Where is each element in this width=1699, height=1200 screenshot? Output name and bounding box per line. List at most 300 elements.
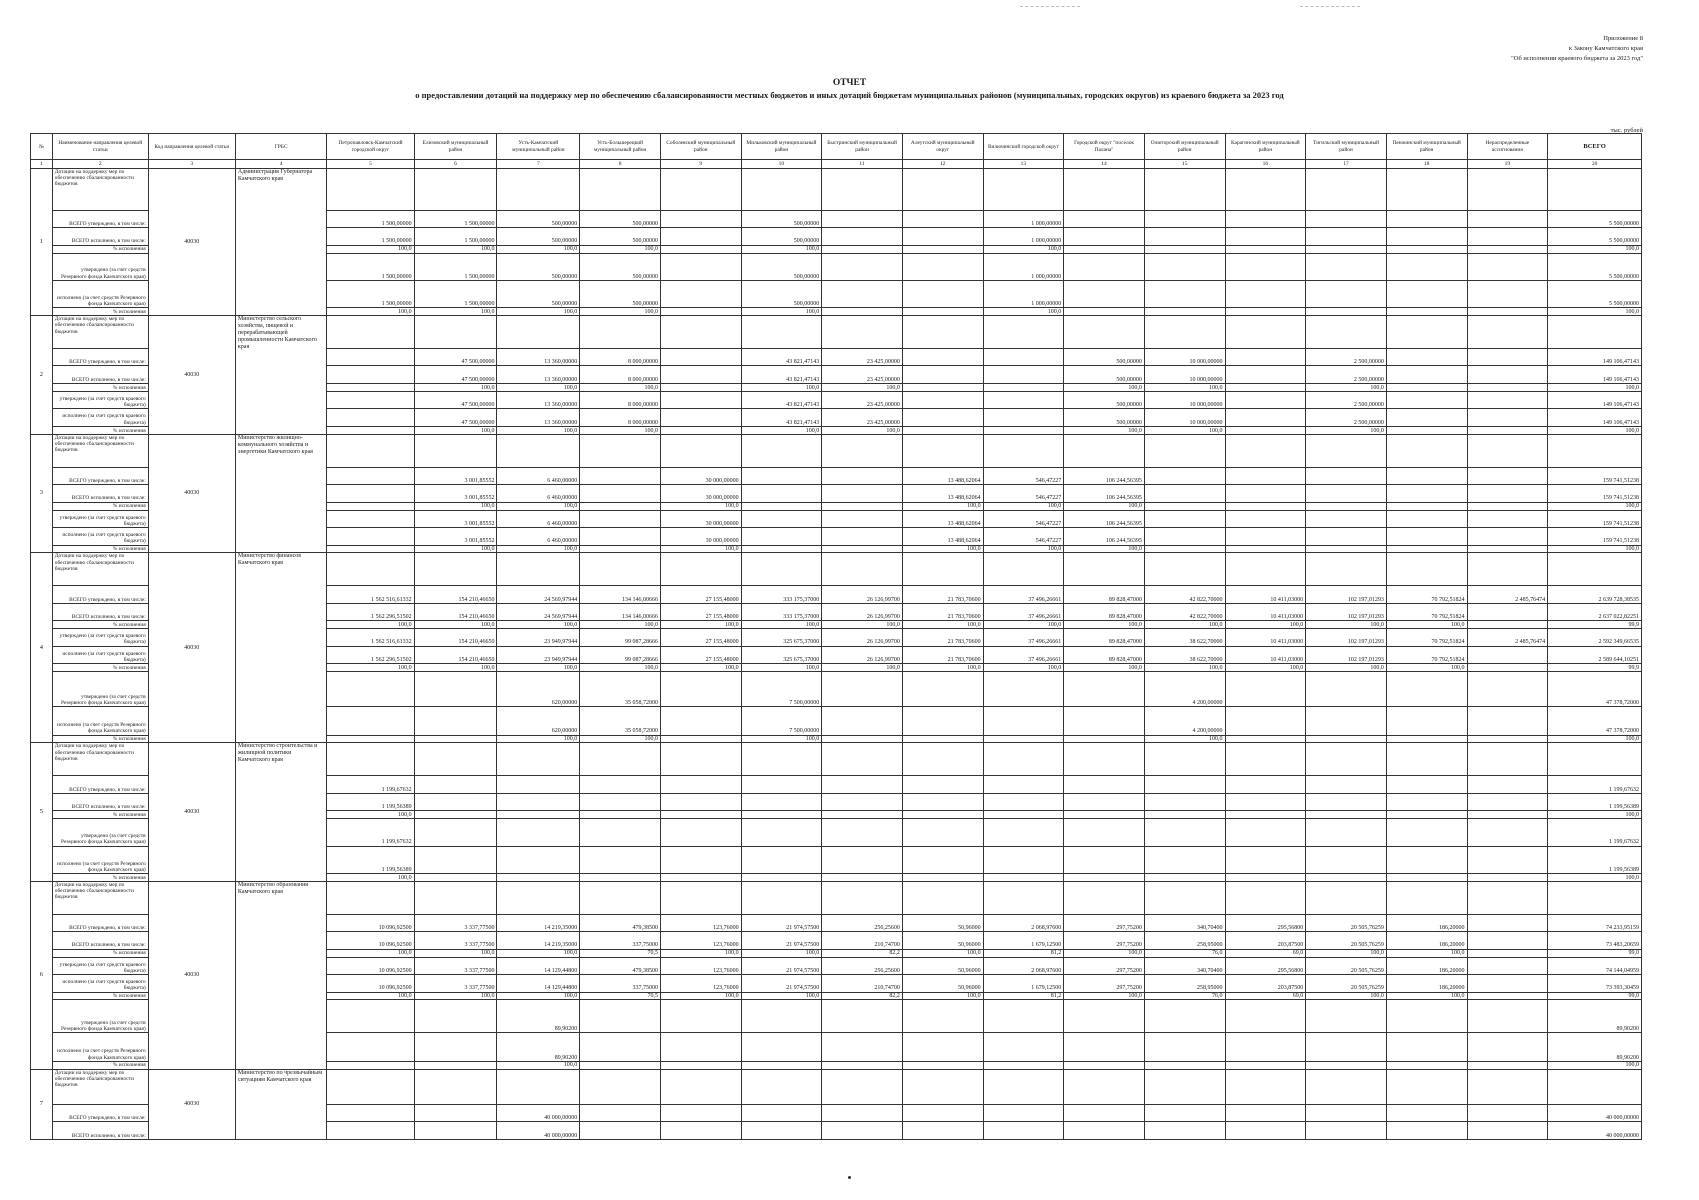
value-cell: [983, 1069, 1064, 1104]
value-cell: 35 058,72000: [580, 707, 661, 735]
value-cell: [414, 735, 497, 743]
value-cell: [580, 846, 661, 873]
value-cell: [741, 873, 822, 881]
value-cell: 40 000,00000: [497, 1122, 580, 1140]
value-cell: [580, 316, 661, 349]
value-cell: 1 199,56389: [327, 846, 414, 873]
value-cell: [902, 707, 983, 735]
value-cell: 100,0: [741, 735, 822, 743]
value-cell: [902, 280, 983, 307]
value-cell: [822, 545, 903, 553]
value-cell: 100,0: [1386, 949, 1467, 957]
total-cell: 2 589 644,10251: [1548, 646, 1642, 664]
total-cell: 5 500,00000: [1548, 280, 1642, 307]
value-cell: [580, 1061, 661, 1069]
value-cell: [1225, 1122, 1306, 1140]
column-number: 9: [660, 160, 741, 169]
value-cell: [1467, 949, 1548, 957]
row-label: исполнено (за счет средств Резервного фонда Камчатского края): [52, 707, 148, 735]
row-label: ВСЕГО утверждено, в том числе:: [52, 1104, 148, 1122]
value-cell: 82,2: [822, 992, 903, 1000]
direction-code: 40030: [148, 1069, 235, 1139]
value-cell: [327, 366, 414, 384]
value-cell: [822, 280, 903, 307]
value-cell: 100,0: [1386, 621, 1467, 629]
value-cell: [983, 169, 1064, 211]
value-cell: [414, 743, 497, 776]
value-cell: [741, 819, 822, 846]
grbs-name: Администрация Губернатора Камчатского края: [235, 169, 327, 316]
value-cell: 134 146,00666: [580, 586, 661, 604]
value-cell: [327, 467, 414, 485]
value-cell: [580, 545, 661, 553]
value-cell: 100,0: [327, 811, 414, 819]
value-cell: [822, 819, 903, 846]
value-cell: 500,00000: [1064, 348, 1145, 366]
total-cell: [1548, 169, 1642, 211]
column-number: 4: [235, 160, 327, 169]
row-label: ВСЕГО исполнено, в том числе:: [52, 366, 148, 384]
value-cell: 106 244,56395: [1064, 510, 1145, 528]
value-cell: 2 500,00000: [1306, 348, 1387, 366]
value-cell: [497, 776, 580, 794]
value-cell: 100,0: [822, 621, 903, 629]
row-label: исполнено (за счет средств краевого бюджета): [52, 528, 148, 546]
value-cell: 100,0: [822, 664, 903, 672]
value-cell: 21 974,57500: [741, 932, 822, 950]
total-cell: [1548, 1069, 1642, 1104]
value-cell: 203,87500: [1225, 932, 1306, 950]
value-cell: [414, 811, 497, 819]
value-cell: [983, 1061, 1064, 1069]
value-cell: [1467, 426, 1548, 434]
row-label: утверждено (за счет средств Резервного фонда Камчатского края): [52, 819, 148, 846]
value-cell: [1386, 553, 1467, 586]
row-label: ВСЕГО утверждено, в том числе:: [52, 914, 148, 932]
value-cell: [822, 169, 903, 211]
value-cell: 2 485,76474: [1467, 629, 1548, 647]
value-cell: 100,0: [660, 545, 741, 553]
value-cell: 100,0: [497, 621, 580, 629]
value-cell: [497, 169, 580, 211]
row-label: исполнено (за счет средств Резервного фонда Камчатского края): [52, 1033, 148, 1061]
row-label: % исполнения: [52, 992, 148, 1000]
value-cell: 26 126,99700: [822, 646, 903, 664]
value-cell: [580, 873, 661, 881]
value-cell: [1306, 553, 1387, 586]
value-cell: [1306, 743, 1387, 776]
header-municipality: Городской округ "поселок Палана": [1064, 134, 1145, 160]
value-cell: [902, 383, 983, 391]
header-municipality: Усть-Большерецкий муниципальный район: [580, 134, 661, 160]
value-cell: [1144, 1104, 1225, 1122]
value-cell: [902, 1000, 983, 1033]
value-cell: 500,00000: [497, 228, 580, 246]
value-cell: 100,0: [497, 735, 580, 743]
value-cell: [741, 502, 822, 510]
value-cell: 154 210,46650: [414, 586, 497, 604]
section-number: 3: [31, 434, 53, 553]
value-cell: [1386, 1069, 1467, 1104]
value-cell: 1 500,00000: [327, 228, 414, 246]
value-cell: [822, 707, 903, 735]
value-cell: [1144, 316, 1225, 349]
value-cell: [1386, 502, 1467, 510]
value-cell: 333 175,37000: [741, 603, 822, 621]
value-cell: [1064, 1000, 1145, 1033]
value-cell: 210,74700: [822, 932, 903, 950]
value-cell: 10 411,03000: [1225, 586, 1306, 604]
value-cell: [1225, 743, 1306, 776]
value-cell: [1144, 811, 1225, 819]
value-cell: [822, 1061, 903, 1069]
value-cell: 10 096,92500: [327, 932, 414, 950]
value-cell: [1225, 819, 1306, 846]
direction-code: 40030: [148, 553, 235, 743]
value-cell: 13 360,00000: [497, 348, 580, 366]
value-cell: 100,0: [983, 545, 1064, 553]
value-cell: 500,00000: [741, 210, 822, 228]
value-cell: 333 175,37000: [741, 586, 822, 604]
value-cell: 37 496,26661: [983, 629, 1064, 647]
row-label: Дотации на поддержку мер по обеспечению сбалансированности бюджетов: [52, 169, 148, 211]
value-cell: 100,0: [1064, 621, 1145, 629]
value-cell: 100,0: [497, 383, 580, 391]
value-cell: 100,0: [327, 949, 414, 957]
value-cell: 3 001,85552: [414, 528, 497, 546]
value-cell: [414, 776, 497, 794]
row-label: ВСЕГО утверждено, в том числе:: [52, 348, 148, 366]
value-cell: [1144, 228, 1225, 246]
report-title: ОТЧЕТ: [832, 78, 867, 88]
total-cell: 1 199,56389: [1548, 793, 1642, 811]
value-cell: 20 505,76259: [1306, 932, 1387, 950]
value-cell: [497, 793, 580, 811]
value-cell: [1467, 957, 1548, 975]
grbs-name: Министерство по чрезвычайным ситуациям Камчатского края: [235, 1069, 327, 1139]
total-cell: [1548, 316, 1642, 349]
value-cell: [822, 253, 903, 280]
value-cell: [1225, 383, 1306, 391]
value-cell: [1064, 743, 1145, 776]
total-cell: 100,0: [1548, 502, 1642, 510]
value-cell: [1225, 1069, 1306, 1104]
value-cell: [983, 383, 1064, 391]
value-cell: [902, 210, 983, 228]
value-cell: 100,0: [1064, 664, 1145, 672]
value-cell: 500,00000: [741, 280, 822, 307]
row-label: утверждено (за счет средств краевого бюджета): [52, 510, 148, 528]
value-cell: [1306, 707, 1387, 735]
value-cell: [1386, 846, 1467, 873]
value-cell: 100,0: [1386, 664, 1467, 672]
value-cell: 100,0: [414, 545, 497, 553]
value-cell: [1306, 1033, 1387, 1061]
value-cell: [1467, 914, 1548, 932]
value-cell: [1064, 434, 1145, 467]
value-cell: [580, 485, 661, 503]
value-cell: [983, 1122, 1064, 1140]
value-cell: [1064, 811, 1145, 819]
value-cell: [1467, 228, 1548, 246]
value-cell: 50,96000: [902, 975, 983, 993]
value-cell: [1306, 467, 1387, 485]
value-cell: 100,0: [1306, 426, 1387, 434]
row-label: ВСЕГО утверждено, в том числе:: [52, 467, 148, 485]
value-cell: [822, 1000, 903, 1033]
row-label: % исполнения: [52, 1061, 148, 1069]
value-cell: 30 000,00000: [660, 467, 741, 485]
value-cell: 100,0: [497, 949, 580, 957]
value-cell: 1 679,12500: [983, 932, 1064, 950]
value-cell: 23 949,97944: [497, 629, 580, 647]
value-cell: 325 675,37000: [741, 629, 822, 647]
value-cell: 100,0: [902, 502, 983, 510]
value-cell: [660, 391, 741, 409]
value-cell: [580, 819, 661, 846]
value-cell: [660, 873, 741, 881]
value-cell: [1386, 881, 1467, 914]
row-label: утверждено (за счет средств краевого бюджета): [52, 957, 148, 975]
total-cell: 100,0: [1548, 245, 1642, 253]
value-cell: [327, 545, 414, 553]
value-cell: [1064, 228, 1145, 246]
value-cell: [1306, 873, 1387, 881]
value-cell: [741, 467, 822, 485]
value-cell: [327, 553, 414, 586]
value-cell: 24 569,97944: [497, 586, 580, 604]
value-cell: [822, 1069, 903, 1104]
value-cell: [741, 881, 822, 914]
value-cell: [983, 776, 1064, 794]
value-cell: [1306, 793, 1387, 811]
value-cell: 38 622,70000: [1144, 646, 1225, 664]
value-cell: 1 000,00000: [983, 253, 1064, 280]
value-cell: [1225, 545, 1306, 553]
value-cell: [1306, 1000, 1387, 1033]
value-cell: [1386, 409, 1467, 427]
value-cell: 89 828,47000: [1064, 629, 1145, 647]
value-cell: 13 360,00000: [497, 366, 580, 384]
value-cell: [1467, 434, 1548, 467]
value-cell: 186,20000: [1386, 957, 1467, 975]
column-number: 1: [31, 160, 53, 169]
value-cell: [1467, 253, 1548, 280]
direction-code: 40030: [148, 316, 235, 435]
total-cell: 149 106,47143: [1548, 409, 1642, 427]
value-cell: [1064, 553, 1145, 586]
value-cell: 3 001,85552: [414, 467, 497, 485]
value-cell: [1144, 1033, 1225, 1061]
value-cell: [1225, 485, 1306, 503]
value-cell: 27 155,48000: [660, 603, 741, 621]
value-cell: [1467, 553, 1548, 586]
value-cell: [1386, 228, 1467, 246]
total-cell: 99,0: [1548, 949, 1642, 957]
value-cell: 8 000,00000: [580, 391, 661, 409]
value-cell: [327, 510, 414, 528]
value-cell: [327, 502, 414, 510]
row-label: % исполнения: [52, 664, 148, 672]
row-label: ВСЕГО исполнено, в том числе:: [52, 603, 148, 621]
value-cell: [983, 793, 1064, 811]
value-cell: [660, 280, 741, 307]
value-cell: [983, 846, 1064, 873]
value-cell: [1064, 280, 1145, 307]
value-cell: [580, 793, 661, 811]
value-cell: 256,25600: [822, 914, 903, 932]
value-cell: [1467, 621, 1548, 629]
value-cell: [1064, 210, 1145, 228]
value-cell: [822, 743, 903, 776]
value-cell: 1 500,00000: [327, 210, 414, 228]
value-cell: 1 500,00000: [414, 228, 497, 246]
value-cell: [1144, 1122, 1225, 1140]
value-cell: [327, 391, 414, 409]
value-cell: [822, 846, 903, 873]
value-cell: [1064, 1033, 1145, 1061]
value-cell: 14 129,44800: [497, 975, 580, 993]
total-cell: 5 500,00000: [1548, 228, 1642, 246]
value-cell: 100,0: [822, 426, 903, 434]
value-cell: 100,0: [497, 992, 580, 1000]
value-cell: 21 783,70600: [902, 586, 983, 604]
value-cell: [1467, 932, 1548, 950]
value-cell: [983, 672, 1064, 707]
total-cell: 159 741,51238: [1548, 467, 1642, 485]
value-cell: [1467, 510, 1548, 528]
value-cell: [580, 434, 661, 467]
column-number: 2: [52, 160, 148, 169]
value-cell: [983, 743, 1064, 776]
value-cell: [1467, 707, 1548, 735]
value-cell: 100,0: [327, 664, 414, 672]
value-cell: [1386, 348, 1467, 366]
value-cell: [660, 1000, 741, 1033]
value-cell: 297,75200: [1064, 932, 1145, 950]
value-cell: [1467, 409, 1548, 427]
total-cell: 2 639 728,38535: [1548, 586, 1642, 604]
value-cell: 100,0: [414, 621, 497, 629]
total-cell: 159 741,51238: [1548, 510, 1642, 528]
value-cell: 23 425,00000: [822, 409, 903, 427]
value-cell: 76,0: [1144, 949, 1225, 957]
value-cell: 100,0: [497, 502, 580, 510]
value-cell: [902, 881, 983, 914]
value-cell: [1225, 1033, 1306, 1061]
value-cell: [1064, 735, 1145, 743]
value-cell: [414, 707, 497, 735]
value-cell: 76,0: [1144, 992, 1225, 1000]
value-cell: [1144, 873, 1225, 881]
value-cell: 123,76000: [660, 932, 741, 950]
value-cell: [822, 881, 903, 914]
report-subtitle: о предоставлении дотаций на поддержку мер по обеспечению сбалансированности местных бюджетов и иных дотаций бюджетам муниципальных районов (муниципальных, городских округов) из краевого бюджета за 2023 год: [415, 90, 1284, 100]
value-cell: [1386, 245, 1467, 253]
value-cell: [822, 1033, 903, 1061]
total-cell: 1 199,67632: [1548, 819, 1642, 846]
value-cell: [1467, 776, 1548, 794]
total-cell: 2 592 349,66535: [1548, 629, 1642, 647]
header-no: №: [31, 134, 53, 160]
value-cell: [1467, 672, 1548, 707]
value-cell: [1386, 811, 1467, 819]
value-cell: [1306, 316, 1387, 349]
value-cell: 70 792,51824: [1386, 629, 1467, 647]
value-cell: [983, 811, 1064, 819]
value-cell: 1 000,00000: [983, 210, 1064, 228]
value-cell: 479,38500: [580, 957, 661, 975]
value-cell: [902, 776, 983, 794]
row-label: % исполнения: [52, 949, 148, 957]
value-cell: 100,0: [822, 383, 903, 391]
value-cell: 20 505,76259: [1306, 957, 1387, 975]
direction-code: 40030: [148, 169, 235, 316]
value-cell: 23 949,97944: [497, 646, 580, 664]
value-cell: 100,0: [741, 383, 822, 391]
value-cell: [1386, 253, 1467, 280]
value-cell: [1467, 528, 1548, 546]
value-cell: [902, 1122, 983, 1140]
value-cell: 620,00000: [497, 707, 580, 735]
value-cell: [1467, 1122, 1548, 1140]
total-cell: 149 106,47143: [1548, 391, 1642, 409]
value-cell: [1467, 545, 1548, 553]
value-cell: 100,0: [327, 245, 414, 253]
total-cell: 99,9: [1548, 621, 1642, 629]
value-cell: [1386, 1104, 1467, 1122]
value-cell: [660, 366, 741, 384]
value-cell: 3 337,77500: [414, 914, 497, 932]
value-cell: [1467, 1104, 1548, 1122]
value-cell: [497, 1069, 580, 1104]
value-cell: [741, 1033, 822, 1061]
value-cell: 500,00000: [741, 228, 822, 246]
total-cell: 40 000,00000: [1548, 1122, 1642, 1140]
value-cell: 100,0: [1064, 545, 1145, 553]
value-cell: 100,0: [414, 383, 497, 391]
value-cell: 13 488,62064: [902, 510, 983, 528]
value-cell: 47 500,00000: [414, 366, 497, 384]
value-cell: [580, 510, 661, 528]
value-cell: [327, 1122, 414, 1140]
value-cell: 297,75200: [1064, 975, 1145, 993]
value-cell: [822, 245, 903, 253]
row-label: % исполнения: [52, 502, 148, 510]
value-cell: [902, 1033, 983, 1061]
value-cell: [414, 881, 497, 914]
total-cell: 47 378,72000: [1548, 707, 1642, 735]
value-cell: [580, 1122, 661, 1140]
value-cell: [741, 1000, 822, 1033]
value-cell: [1386, 210, 1467, 228]
value-cell: [1467, 210, 1548, 228]
value-cell: 186,20000: [1386, 975, 1467, 993]
header-code: Код направления целевой статьи: [148, 134, 235, 160]
value-cell: 100,0: [580, 735, 661, 743]
value-cell: 2 500,00000: [1306, 366, 1387, 384]
value-cell: 100,0: [1144, 383, 1225, 391]
value-cell: [580, 776, 661, 794]
value-cell: [983, 735, 1064, 743]
value-cell: 100,0: [983, 245, 1064, 253]
total-cell: 89,90200: [1548, 1033, 1642, 1061]
row-label: % исполнения: [52, 426, 148, 434]
value-cell: [902, 793, 983, 811]
value-cell: 43 821,47143: [741, 348, 822, 366]
value-cell: 340,70400: [1144, 914, 1225, 932]
value-cell: 100,0: [741, 949, 822, 957]
